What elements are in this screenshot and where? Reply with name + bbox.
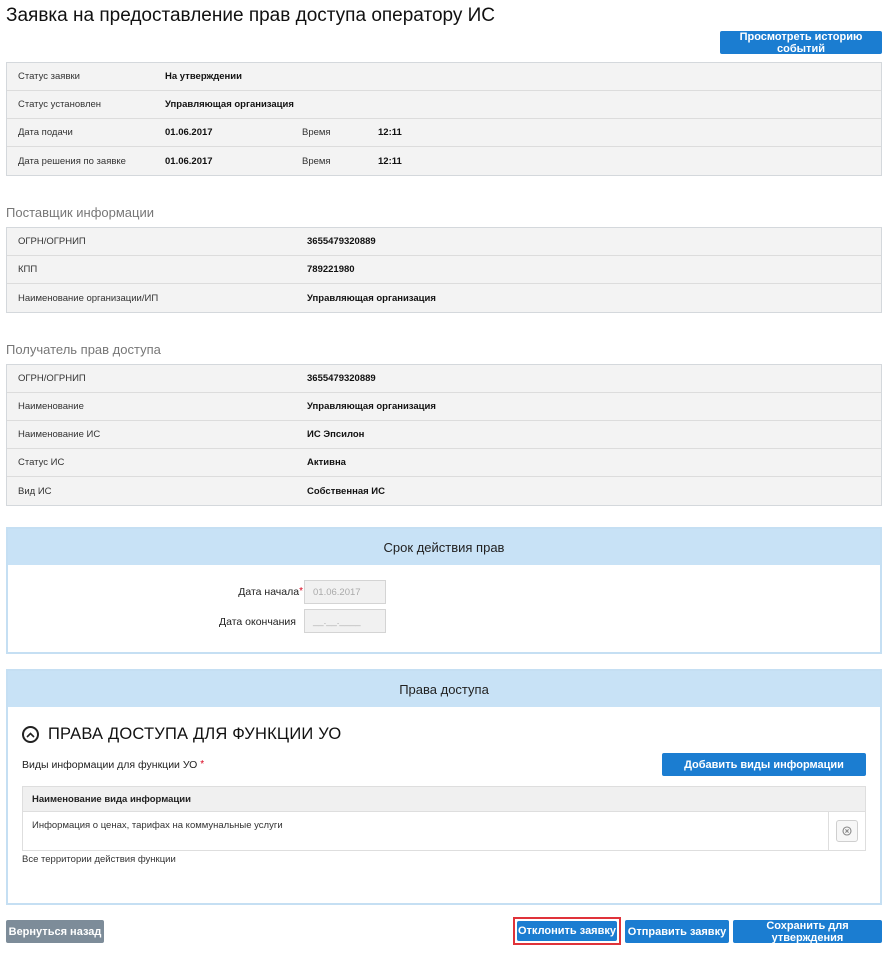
- recipient-section-title: Получатель прав доступа: [6, 342, 161, 357]
- recipient-is-name-row: [7, 421, 881, 449]
- back-button[interactable]: Вернуться назад: [6, 920, 104, 943]
- recipient-ogrn-row: [7, 365, 881, 393]
- decision-date-value: 01.06.2017: [165, 155, 213, 167]
- status-row: [7, 63, 881, 91]
- remove-circle-icon: [842, 826, 852, 836]
- provider-ogrn-value: 3655479320889: [307, 236, 376, 247]
- validity-panel-title: Срок действия прав: [383, 539, 505, 555]
- provider-kpp-value: 789221980: [307, 264, 355, 275]
- status-set-by-row: [7, 91, 881, 119]
- recipient-is-status-label: Статус ИС: [18, 457, 65, 468]
- save-for-approval-button[interactable]: Сохранить для утверждения: [733, 920, 882, 943]
- access-panel-title: Права доступа: [399, 681, 489, 697]
- provider-kpp-row: [7, 256, 881, 284]
- recipient-is-type-label: Вид ИС: [18, 485, 52, 497]
- view-history-button[interactable]: Просмотреть историю событий: [720, 31, 882, 54]
- end-date-label: Дата окончания: [218, 616, 296, 628]
- submit-time-label: Время: [302, 127, 331, 138]
- start-date-input[interactable]: 01.06.2017: [304, 580, 386, 604]
- recipient-is-type-row: [7, 477, 881, 505]
- recipient-name-value: Управляющая организация: [307, 401, 436, 412]
- submit-time-value: 12:11: [378, 127, 402, 138]
- recipient-is-name-label: Наименование ИС: [18, 429, 101, 440]
- provider-table: [6, 227, 882, 313]
- info-type-name: Информация о ценах, тарифах на коммунальные услуги: [32, 820, 283, 831]
- reject-button[interactable]: Отклонить заявку: [517, 921, 617, 941]
- decision-time-value: 12:11: [378, 155, 402, 167]
- recipient-is-type-value: Собственная ИС: [307, 485, 385, 497]
- recipient-is-name-value: ИС Эпсилон: [307, 429, 365, 440]
- submit-date-row: [7, 119, 881, 147]
- validity-panel: [6, 527, 882, 654]
- recipient-name-label: Наименование: [18, 401, 84, 412]
- send-button[interactable]: Отправить заявку: [625, 920, 729, 943]
- info-types-table: [22, 786, 866, 851]
- start-date-label: [188, 586, 303, 598]
- recipient-table: [6, 364, 882, 506]
- submit-date-label: Дата подачи: [18, 127, 73, 138]
- add-info-types-button[interactable]: Добавить виды информации: [662, 753, 866, 776]
- end-date-input[interactable]: __.__.____: [304, 609, 386, 633]
- chevron-up-icon[interactable]: [22, 726, 39, 743]
- page-title: Заявка на предоставление прав доступа оператору ИС: [6, 5, 496, 26]
- submit-date-value: 01.06.2017: [165, 127, 213, 138]
- info-types-label: [22, 759, 204, 771]
- required-marker: *: [200, 759, 205, 770]
- provider-name-row: [7, 284, 881, 312]
- provider-section-title: Поставщик информации: [6, 205, 155, 220]
- validity-panel-header: [8, 529, 880, 565]
- info-types-table-header: Наименование вида информации: [23, 787, 865, 812]
- recipient-name-row: [7, 393, 881, 421]
- provider-name-value: Управляющая организация: [307, 292, 436, 304]
- start-date-label-text: Дата начала: [238, 586, 300, 598]
- access-panel-header: [8, 671, 880, 707]
- access-function-heading[interactable]: [22, 725, 341, 744]
- remove-row-button[interactable]: [836, 820, 858, 842]
- table-row: [23, 812, 865, 850]
- provider-ogrn-label: ОГРН/ОГРНИП: [18, 236, 86, 247]
- decision-date-label: Дата решения по заявке: [18, 155, 126, 167]
- row-action-cell: [828, 812, 865, 850]
- recipient-ogrn-value: 3655479320889: [307, 373, 376, 384]
- recipient-is-status-value: Активна: [307, 457, 346, 468]
- provider-ogrn-row: [7, 228, 881, 256]
- access-function-title: ПРАВА ДОСТУПА ДЛЯ ФУНКЦИИ УО: [48, 725, 342, 743]
- required-marker: *: [299, 586, 303, 597]
- provider-name-label: Наименование организации/ИП: [18, 292, 159, 304]
- recipient-ogrn-label: ОГРН/ОГРНИП: [18, 373, 86, 384]
- recipient-is-status-row: [7, 449, 881, 477]
- decision-date-row: [7, 147, 881, 175]
- territory-note: Все территории действия функции: [22, 854, 176, 865]
- status-label: Статус заявки: [18, 71, 80, 82]
- status-set-by-label: Статус установлен: [18, 99, 102, 110]
- provider-kpp-label: КПП: [18, 264, 38, 275]
- decision-time-label: Время: [302, 155, 331, 167]
- status-set-by-value: Управляющая организация: [165, 99, 294, 110]
- info-types-label-text: Виды информации для функции УО: [22, 759, 198, 771]
- access-panel: [6, 669, 882, 905]
- status-table: [6, 62, 882, 176]
- status-value: На утверждении: [165, 71, 242, 82]
